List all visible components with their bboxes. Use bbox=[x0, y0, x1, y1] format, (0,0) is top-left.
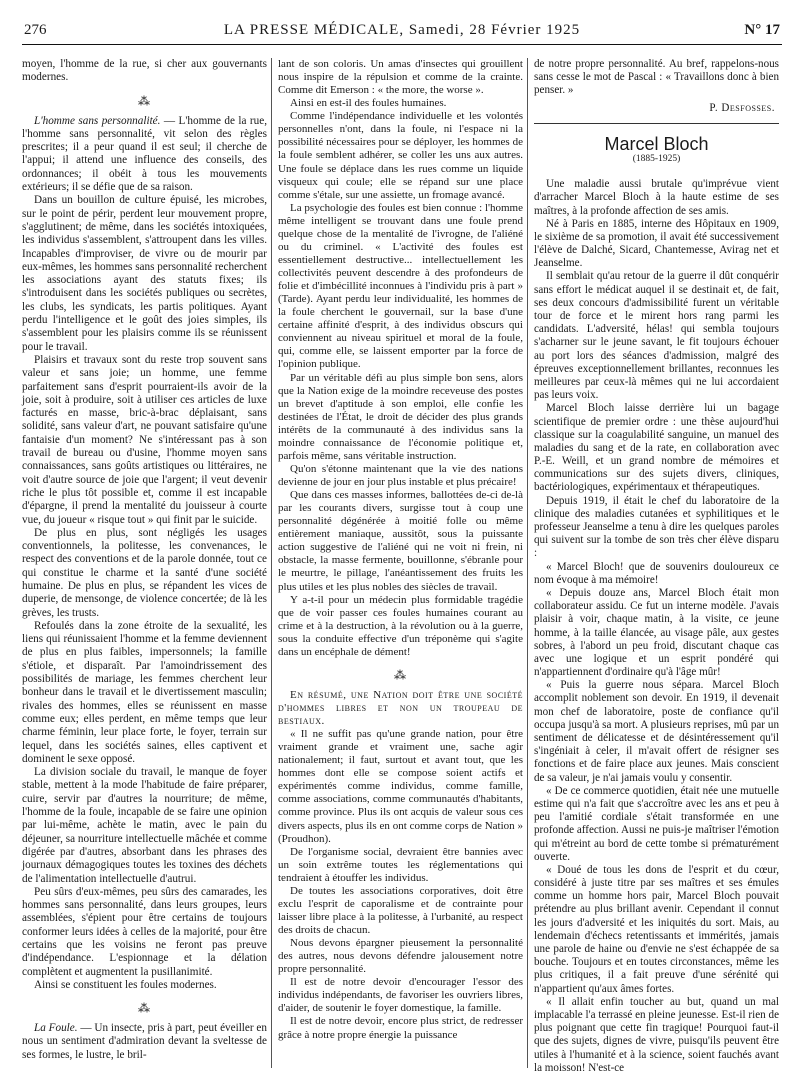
paragraph: « Il ne suffit pas qu'une grande nation, pour être vraiment grande et vraiment une, sache agir nationalement; il faut, surtout et avant tout, que les hommes dont elle se compose soient actifs et expérimentés comme individus, comme famille, comme associations, comme communautés d'habitants, comme province. Plus ils ont acquis de valeur sous ces divers aspects, plus ils en ont comme corps de Nation » (Proudhon). bbox=[278, 728, 523, 845]
issue-number: N° 17 bbox=[744, 22, 780, 38]
paragraph-text: — Un insecte, pris à part, peut éveiller en nous un sentiment d'admiration devant la sveltesse de ses formes, le lustre, le bril- bbox=[22, 1022, 267, 1061]
paragraph: La psychologie des foules est bien connue : l'homme même intelligent se trouvant dans une foule prend quelque chose de la mentalité de l'ivrogne, de l'aliéné ou du criminel. « L'activité des foules est essentiellement destructive... intellectuellement les collectivités peuvent descendre à des profondeurs de folie et d'imbécillité inconnues à l'individu pris à part » (Tarde). Ayant perdu leur individualité, les hommes de la foule cherchent le gouvernail, sur la base d'une certaine affinité d'esprit, à des individus obscurs qui conviennent au niveau spirituel et moral de la foule, qui, comme elle, se laissent emporter par la force de l'opinion publique. bbox=[278, 201, 523, 371]
obituary-dates: (1885-1925) bbox=[632, 153, 681, 164]
column-rule bbox=[271, 58, 272, 1068]
paragraph: La division sociale du travail, le manque de foyer stable, mettent à la mode l'habitude de faire préparer, cuire, servir par d'autres la nourriture; de même, l'homme de la foule, incapable de se faire une opinion par lui-même, achète le matin, avec le pain du déjeuner, sa nourriture intellectuelle mâchée et comme digérée par d'autres, absorbant dans les phrases des journaux démagogiques toutes les toxines des déchets de l'alimentation intellectuelle d'autrui. bbox=[22, 766, 267, 885]
paragraph: Qu'on s'étonne maintenant que la vie des nations devienne de jour en jour plus instable et plus précaire! bbox=[278, 462, 523, 488]
paragraph: Depuis 1919, il était le chef du laboratoire de la clinique des maladies cutanées et syphilitiques et le professeur Jeanselme a tenu à dire les quelques paroles qui suivent sur la tombe de son très cher élève disparu : bbox=[534, 494, 779, 560]
paragraph: En résumé, une Nation doit être une société d'hommes libres et non un troupeau de bestiaux. bbox=[278, 688, 523, 727]
journal-title: LA PRESSE MÉDICALE, Samedi, 28 Février 1925 bbox=[223, 22, 581, 38]
section-divider bbox=[534, 123, 779, 124]
section-heading: L'homme sans personnalité. bbox=[34, 114, 161, 127]
paragraph: Plaisirs et travaux sont du reste trop souvent sans valeur et sans joie; un homme, une femme parfaitement sans d'esprit pourraient-ils avoir de la joie, soit à produire, soit à utiliser ces articles de luxe facturés en masse, bric-à-brac déplaisant, sans solidité, sans valeur d'art, ne pouvant satisfaire qu'une fantaisie d'un moment? Ne s'intéressant pas à son travail de bureau ou d'usine, l'homme moyen sans connaissances, sans goûts artistiques ou littéraires, ne voit d'autre source de joie que l'argent; il veut devenir riche le plus tôt possible et, comme il est incapable d'épargne, il prend la mentalité du jouisseur à courte vue, du joueur « risque tout » qui finit par le suicide. bbox=[22, 353, 267, 526]
paragraph: « Depuis douze ans, Marcel Bloch était mon collaborateur assidu. Ce fut un interne modèle. J'avais plaisir à voir, chaque matin, à la visite, ce jeune homme, à la taille élancée, au visage pâle, aux gestes sobres, à l'abord un peu froid, discutant chaque cas avec une logique et un esprit pondéré qui n'appartiennent d'ordinaire qu'à l'âge mûr! bbox=[534, 586, 779, 679]
page-header bbox=[22, 18, 782, 45]
paragraph: Peu sûrs d'eux-mêmes, peu sûrs des camarades, les hommes sans personnalité, dans leurs groupes, leurs assemblées, s'épient pour être certains de toujours conformer leurs idées à celles de la majorité, pour être certains que les voisins ne feront pas preuve d'indépendance. L'espionnage et la délation complètent et augmentent la pusillanimité. bbox=[22, 885, 267, 978]
paragraph bbox=[22, 115, 267, 195]
section-ornament: ⁂ bbox=[138, 93, 151, 108]
paragraph: « De ce commerce quotidien, était née une mutuelle estime qui n'a fait que s'accroître avec les ans et peu à peu l'amitié cordiale s'était transformée en une profonde affection. Aussi ne puis-je maîtriser l'émotion qui m'étreint au bord de cette tombe si prématurément ouverte. bbox=[534, 784, 779, 863]
paragraph: Nous devons épargner pieusement la personnalité des autres, nous devons défendre jalousement notre propre personnalité. bbox=[278, 937, 523, 976]
column-3 bbox=[534, 58, 779, 1075]
paragraph: Il est de notre devoir d'encourager l'essor des individus indépendants, de favoriser les ouvriers libres, d'aider, de soutenir le foyer domestique, la famille. bbox=[278, 976, 523, 1015]
column-rule bbox=[527, 58, 528, 1068]
paragraph: De l'organisme social, devraient être bannies avec un soin extrême toutes les réglementations qui tendraient à étouffer les individus. bbox=[278, 845, 523, 884]
paragraph: Ainsi se constituent les foules modernes. bbox=[34, 978, 217, 991]
paragraph: de notre propre personnalité. Au bref, rappelons-nous sans cesse le mot de Pascal : « Travaillons donc à bien penser. » bbox=[534, 58, 779, 97]
paragraph: lant de son coloris. Un amas d'insectes qui grouillent nous inspire de la répulsion et comme de la crainte. Comme dit Emerson : « the more, the worse ». bbox=[278, 58, 523, 97]
paragraph: « Marcel Bloch! que de souvenirs douloureux ce nom évoque à ma mémoire! bbox=[534, 560, 779, 586]
section-heading: La Foule. bbox=[34, 1022, 78, 1035]
paragraph: Comme l'indépendance individuelle et les volontés personnelles n'ont, dans la foule, ni l'espace ni la possibilité nécessaires pour se déployer, les hommes de la foule semblent adhérer, se coller les uns aux autres. Une foule se déplace dans les rues comme un liquide visqueux qui coule; elle se répand sur une place comme s'étale, sur une assiette, un fromage avancé. bbox=[278, 110, 523, 201]
paragraph: « Doué de tous les dons de l'esprit et du cœur, considéré à juste titre par ses maîtres et ses émules comme un homme hors pair, Marcel Bloch pouvait prétendre au plus brillant avenir. Cependant il connut les jours d'adversité et les iniquités du sort. Mais, au lendemain d'échecs retentissants et immérités, jamais une parole de haine ou d'envie ne s'est échappée de sa bouche. Toujours et en toutes circonstances, même les plus critiques, il a fait preuve d'une sérénité qui n'appartient qu'aux âmes fortes. bbox=[534, 863, 779, 995]
paragraph bbox=[22, 1022, 267, 1062]
paragraph: Marcel Bloch laisse derrière lui un bagage scientifique de premier ordre : une thèse aujourd'hui classique sur la coagulabilité sanguine, un manuel des maladies du sang et de la rate, en collaboration avec P.-E. Weill, et un grand nombre de mémoires et communications sur des sujets divers, cliniques, bactériologiques, expérimentaux et thérapeutiques. bbox=[534, 402, 779, 494]
paragraph: Par un véritable défi au plus simple bon sens, alors que la Nation exige de la moindre receveuse des postes un brevet d'aptitude à son emploi, elle confie les destinées de l'État, le droit de décider des plus grands intérêts de la communauté à des individus sans la moindre connaissance de l'économie politique et, parfois même, sans véritable instruction. bbox=[278, 371, 523, 462]
paragraph: De plus en plus, sont négligés les usages conventionnels, la politesse, les convenances, le respect des conventions et de la parole donnée, tout ce qui constitue le charme et la santé d'une société humaine. De plus en plus, se répandent les vices de duperie, de mensonge, de violence concertée; de là les grèves, les trusts. bbox=[22, 526, 267, 619]
column-1 bbox=[22, 58, 267, 1062]
paragraph: Il est de notre devoir, encore plus strict, de redresser grâce à notre propre énergie la puissance bbox=[278, 1015, 523, 1041]
author-signature: P. Desfosses. bbox=[709, 101, 775, 114]
page-number: 276 bbox=[24, 22, 47, 38]
paragraph-text: — L'homme de la rue, l'homme sans personnalité, vit selon des règles prescrites; il a peur quand il est seul; il cherche de l'appui; il attend une influence des conseils, des ordonnances; il obéit à tous les mouvements extérieurs; il se défie que de sa raison. bbox=[22, 114, 268, 194]
paragraph: De toutes les associations corporatives, doit être exclu l'esprit de caporalisme et de contrainte pour laisser libre place à la politesse, à l'urbanité, au respect des droits de chacun. bbox=[278, 884, 523, 936]
paragraph: « Il allait enfin toucher au but, quand un mal implacable l'a terrassé en pleine jeunesse. Est-il rien de plus poignant que cette fin tragique! Pourquoi faut-il que des sujets, dignes de vivre, puisqu'ils peuvent être utiles à l'humanité et à la science, soient fauchés avant la moisson! N'est-ce bbox=[534, 995, 779, 1074]
column-2 bbox=[278, 58, 523, 1042]
paragraph: Dans un bouillon de culture épuisé, les microbes, sur le point de périr, perdent leur mouvement propre, s'agglutinent; de même, dans les sociétés intoxiquées, les individus s'assemblent, s'attroupent dans les villes. Incapables d'improviser, de vivre ou de mourir par eux-mêmes, les hommes sans personnalité recherchent les associations ayant des statuts fixes; ils s'introduisent dans les sociétés publiques ou secrètes, les clubs, les syndicats, les partis politiques. Ayant perdu l'intelligence et le goût des joies simples, ils s'assemblent pour les plaisirs comme ils se réunissent pour le travail. bbox=[22, 194, 267, 353]
paragraph: Une maladie aussi brutale qu'imprévue vient d'arracher Marcel Bloch à la haute estime de ses maîtres, à la profonde affection de ses amis. bbox=[534, 178, 779, 217]
paragraph: moyen, l'homme de la rue, si cher aux gouvernants modernes. bbox=[22, 58, 267, 84]
paragraph: Y a-t-il pour un médecin plus formidable tragédie que de voir passer ces foules humaines courant au crime et à la destruction, à la révolution ou à la guerre, sous la conduite effective d'un tréponème qui s'agite dans un encéphale de dément! bbox=[278, 593, 523, 658]
section-ornament: ⁂ bbox=[138, 1001, 151, 1016]
paragraph: Que dans ces masses informes, ballottées de-ci de-là par les courants divers, surgisse tout à coup une personnalité dégénérée à moitié folle ou même entièrement maniaque, aussitôt, sous la puissante action suggestive de l'aliéné qui ne voit ni frein, ni obstacle, la masse fermente, bouillonne, s'ébranle pour le meurtre, le pillage, l'anéantissement des fruits les plus utiles et les plus nobles des siècles de travail. bbox=[278, 489, 523, 593]
paragraph: Né à Paris en 1885, interne des Hôpitaux en 1909, le sixième de sa promotion, il avait été successivement l'élève de Dalché, Sicard, Chantemesse, Avirag net et Jeanselme. bbox=[534, 217, 779, 270]
paragraph: Il semblait qu'au retour de la guerre il dût conquérir sans effort le médicat auquel il se destinait et, de fait, ses deux concours d'admissibilité furent un véritable tour de force et le mirent hors rang parmi les candidats. L'adversité, hélas! qui sembla toujours s'acharner sur le jeune savant, le fit toujours échouer au port lors des séances d'admission, malgré des épreuves exceptionnellement brillantes, reconnues les meilleures par ceux-là mêmes qui ne lui accordaient pas leurs voix. bbox=[534, 270, 779, 402]
paragraph: Refoulés dans la zone étroite de la sexualité, les liens qui réunissaient l'homme et la femme deviennent de plus en plus faibles, impersonnels; la famille s'étiole, et disparaît. Par l'amoindrissement des possibilités de mariage, les femmes cherchent leur bonheur dans le travail et le divertissement masculin; rivales des hommes, elles se réunissent en masse comme eux; elles perdent, en même temps que leur charme féminin, leur place forte, le foyer, terrain sur lequel, dans les sociétés saines, elles captivent et dominent le sexe opposé. bbox=[22, 619, 267, 765]
paragraph: « Puis la guerre nous sépara. Marcel Bloch accomplit noblement son devoir. En 1919, il devenait mon chef de laboratoire, poste de confiance qu'il occupa jusqu'à sa mort. A plusieurs reprises, mû par un sentiment de délicatesse et de désintéressement qu'il s'ingéniait à celer, il m'avait offert de résigner ses fonctions et de faire place aux jeunes. Mais conscient de sa valeur, je n'ai jamais voulu y consentir. bbox=[534, 679, 779, 784]
obituary-title: Marcel Bloch bbox=[604, 133, 709, 154]
section-ornament: ⁂ bbox=[394, 667, 407, 682]
paragraph: Ainsi en est-il des foules humaines. bbox=[290, 97, 447, 110]
